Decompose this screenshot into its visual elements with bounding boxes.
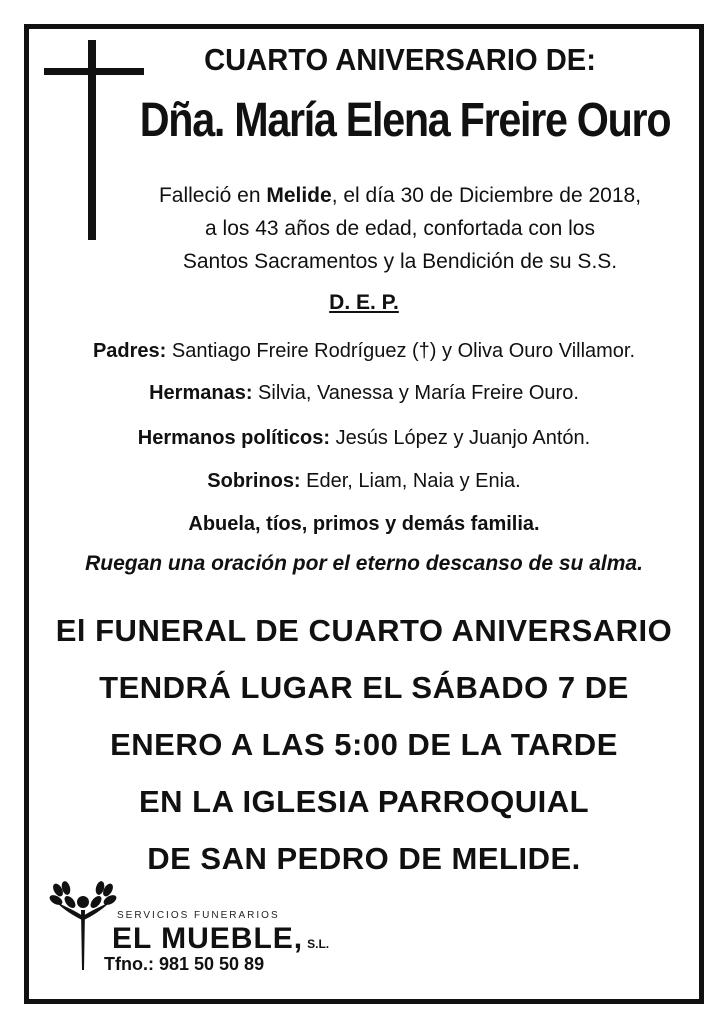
brand-subtitle: SERVICIOS FUNERARIOS xyxy=(117,910,280,921)
family-in-laws: Hermanos políticos: Jesús López y Juanjo Antón. xyxy=(137,427,591,449)
funeral-line-2: TENDRÁ LUGAR EL SÁBADO 7 DE xyxy=(99,670,629,705)
prayer-request: Ruegan una oración por el eterno descanso de su alma. xyxy=(85,552,643,575)
family-nephews: Sobrinos: Eder, Liam, Naia y Enia. xyxy=(207,470,521,492)
intro-line-1: Falleció en Melide, el día 30 de Diciembre de 2018, xyxy=(158,184,642,207)
funeral-line-5: DE SAN PEDRO DE MELIDE. xyxy=(147,841,581,876)
phone-number: Tfno.: 981 50 50 89 xyxy=(104,954,265,974)
rest-in-peace: D. E. P. xyxy=(329,291,399,314)
funeral-line-4: EN LA IGLESIA PARROQUIAL xyxy=(138,784,590,819)
anniversary-heading: CUARTO ANIVERSARIO DE: xyxy=(204,42,596,77)
intro-line-2: a los 43 años de edad, confortada con los xyxy=(205,217,595,240)
deceased-name: Dña. María Elena Freire Ouro xyxy=(139,94,671,147)
death-place: Melide xyxy=(266,184,332,207)
brand-name: EL MUEBLE, S.L. xyxy=(112,922,330,955)
family-sisters: Hermanas: Silvia, Vanessa y María Freire Ouro. xyxy=(149,382,579,404)
death-notice-text xyxy=(100,179,700,278)
intro-line-3: Santos Sacramentos y la Bendición de su S.S. xyxy=(182,250,618,273)
family-rest: Abuela, tíos, primos y demás familia. xyxy=(188,513,540,535)
funeral-line-1: El FUNERAL DE CUARTO ANIVERSARIO xyxy=(55,613,673,648)
family-parents: Padres: Santiago Freire Rodríguez (†) y Oliva Ouro Villamor. xyxy=(92,340,636,362)
funeral-line-3: ENERO A LAS 5:00 DE LA TARDE xyxy=(110,727,618,762)
brand-suffix: S.L. xyxy=(307,937,330,951)
